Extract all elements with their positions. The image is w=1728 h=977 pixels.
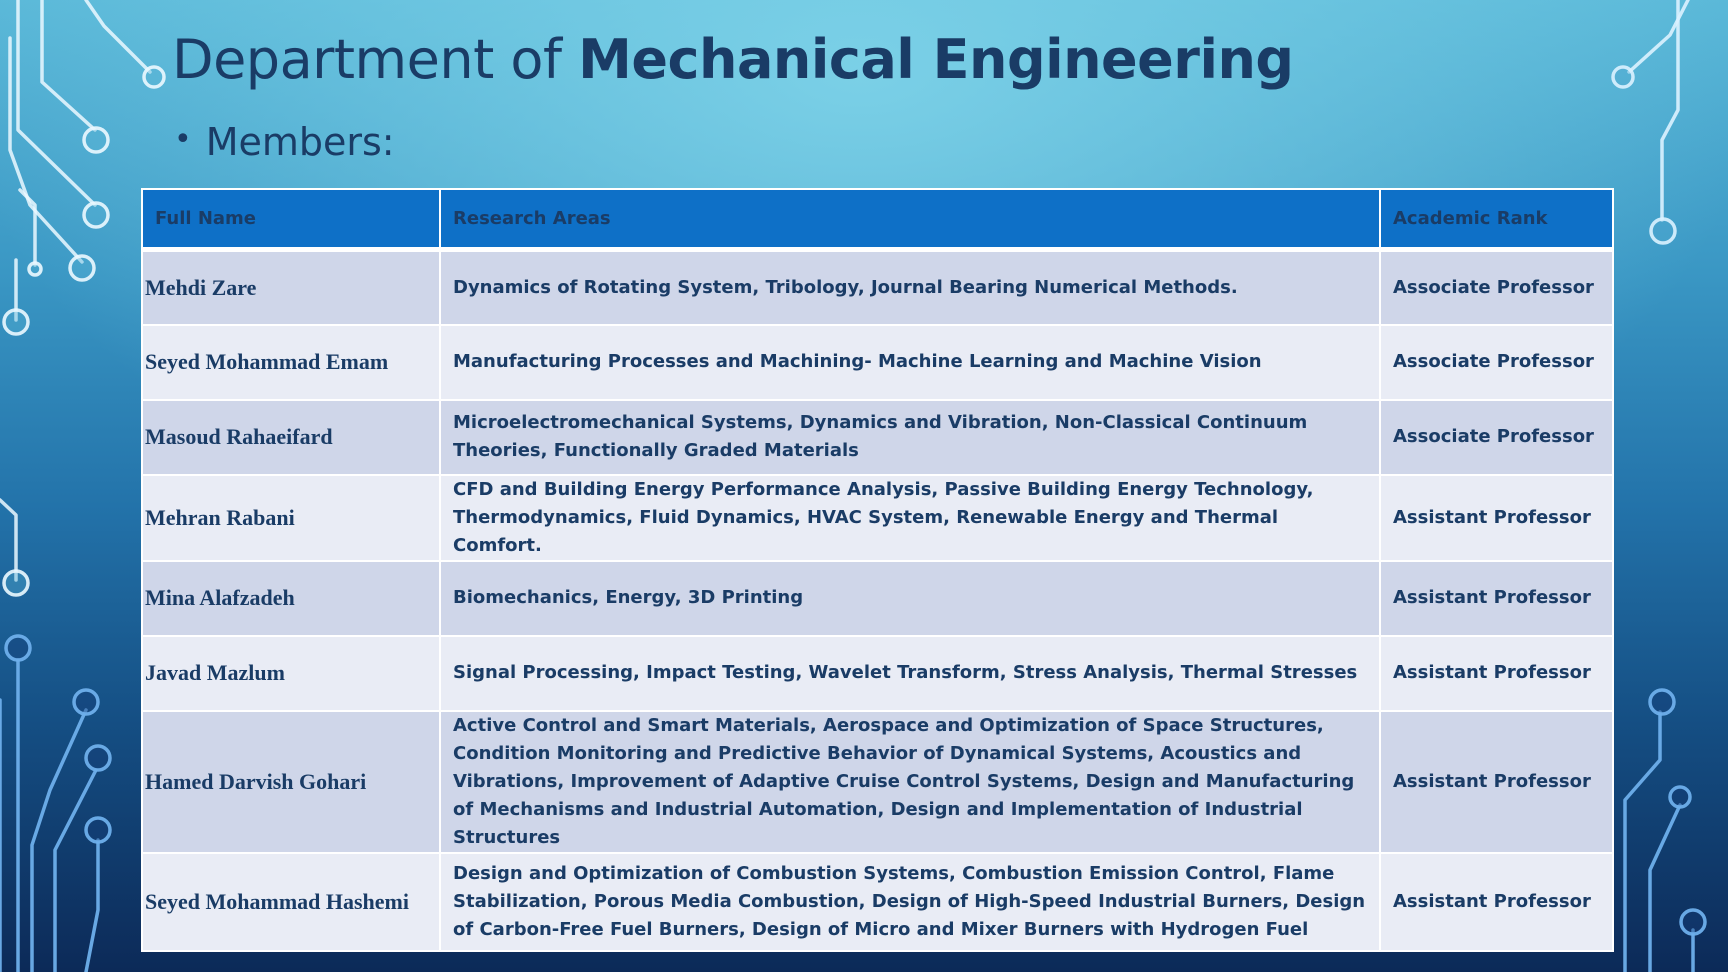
table-row (142, 636, 1613, 711)
member-name: Masoud Rahaeifard (142, 400, 440, 475)
header-research-areas: Research Areas (440, 189, 1380, 250)
member-research: Manufacturing Processes and Machining- Machine Learning and Machine Vision (440, 325, 1380, 400)
table-row (142, 250, 1613, 325)
member-rank: Assistant Professor (1380, 853, 1613, 951)
table-row (142, 325, 1613, 400)
member-research: Active Control and Smart Materials, Aerospace and Optimization of Space Structures, Condition Monitoring and Predictive Behavior of Dynamical Systems, Acoustics and Vibrations, Improvement of Adaptive Cruise Control Systems, Design and Manufacturing of Mechanisms and Industrial Automation, Design and Implementation of Industrial Structures (440, 711, 1380, 853)
member-research: Signal Processing, Impact Testing, Wavelet Transform, Stress Analysis, Thermal Stresses (440, 636, 1380, 711)
member-rank: Assistant Professor (1380, 636, 1613, 711)
page-title (172, 28, 1294, 91)
member-rank: Associate Professor (1380, 400, 1613, 475)
members-table (141, 188, 1614, 952)
member-rank: Assistant Professor (1380, 561, 1613, 636)
member-name: Mehdi Zare (142, 250, 440, 325)
member-name: Javad Mazlum (142, 636, 440, 711)
member-name: Mehran Rabani (142, 475, 440, 561)
table-header-row (142, 189, 1613, 250)
title-regular: Department of (172, 28, 579, 91)
table-row (142, 711, 1613, 853)
member-research: Design and Optimization of Combustion Systems, Combustion Emission Control, Flame Stabilization, Porous Media Combustion, Design of High-Speed Industrial Burners, Design of Carbon-Free Fuel Burners, Design of Micro and Mixer Burners with Hydrogen Fuel (440, 853, 1380, 951)
member-name: Mina Alafzadeh (142, 561, 440, 636)
member-research: Biomechanics, Energy, 3D Printing (440, 561, 1380, 636)
member-research: Dynamics of Rotating System, Tribology, Journal Bearing Numerical Methods. (440, 250, 1380, 325)
table-row (142, 561, 1613, 636)
member-research: CFD and Building Energy Performance Analysis, Passive Building Energy Technology, Thermodynamics, Fluid Dynamics, HVAC System, Renewable Energy and Thermal Comfort. (440, 475, 1380, 561)
member-rank: Associate Professor (1380, 325, 1613, 400)
member-research: Microelectromechanical Systems, Dynamics and Vibration, Non-Classical Continuum Theories, Functionally Graded Materials (440, 400, 1380, 475)
members-bullet (174, 120, 395, 164)
member-rank: Assistant Professor (1380, 475, 1613, 561)
table-row (142, 400, 1613, 475)
table-row (142, 853, 1613, 951)
member-rank: Assistant Professor (1380, 711, 1613, 853)
title-bold: Mechanical Engineering (578, 28, 1294, 91)
member-name: Seyed Mohammad Emam (142, 325, 440, 400)
member-rank: Associate Professor (1380, 250, 1613, 325)
table-row (142, 475, 1613, 561)
header-academic-rank: Academic Rank (1380, 189, 1613, 250)
header-full-name: Full Name (142, 189, 440, 250)
member-name: Seyed Mohammad Hashemi (142, 853, 440, 951)
member-name: Hamed Darvish Gohari (142, 711, 440, 853)
bullet-dot-icon: • (174, 122, 192, 157)
bullet-label: Members: (205, 120, 395, 164)
